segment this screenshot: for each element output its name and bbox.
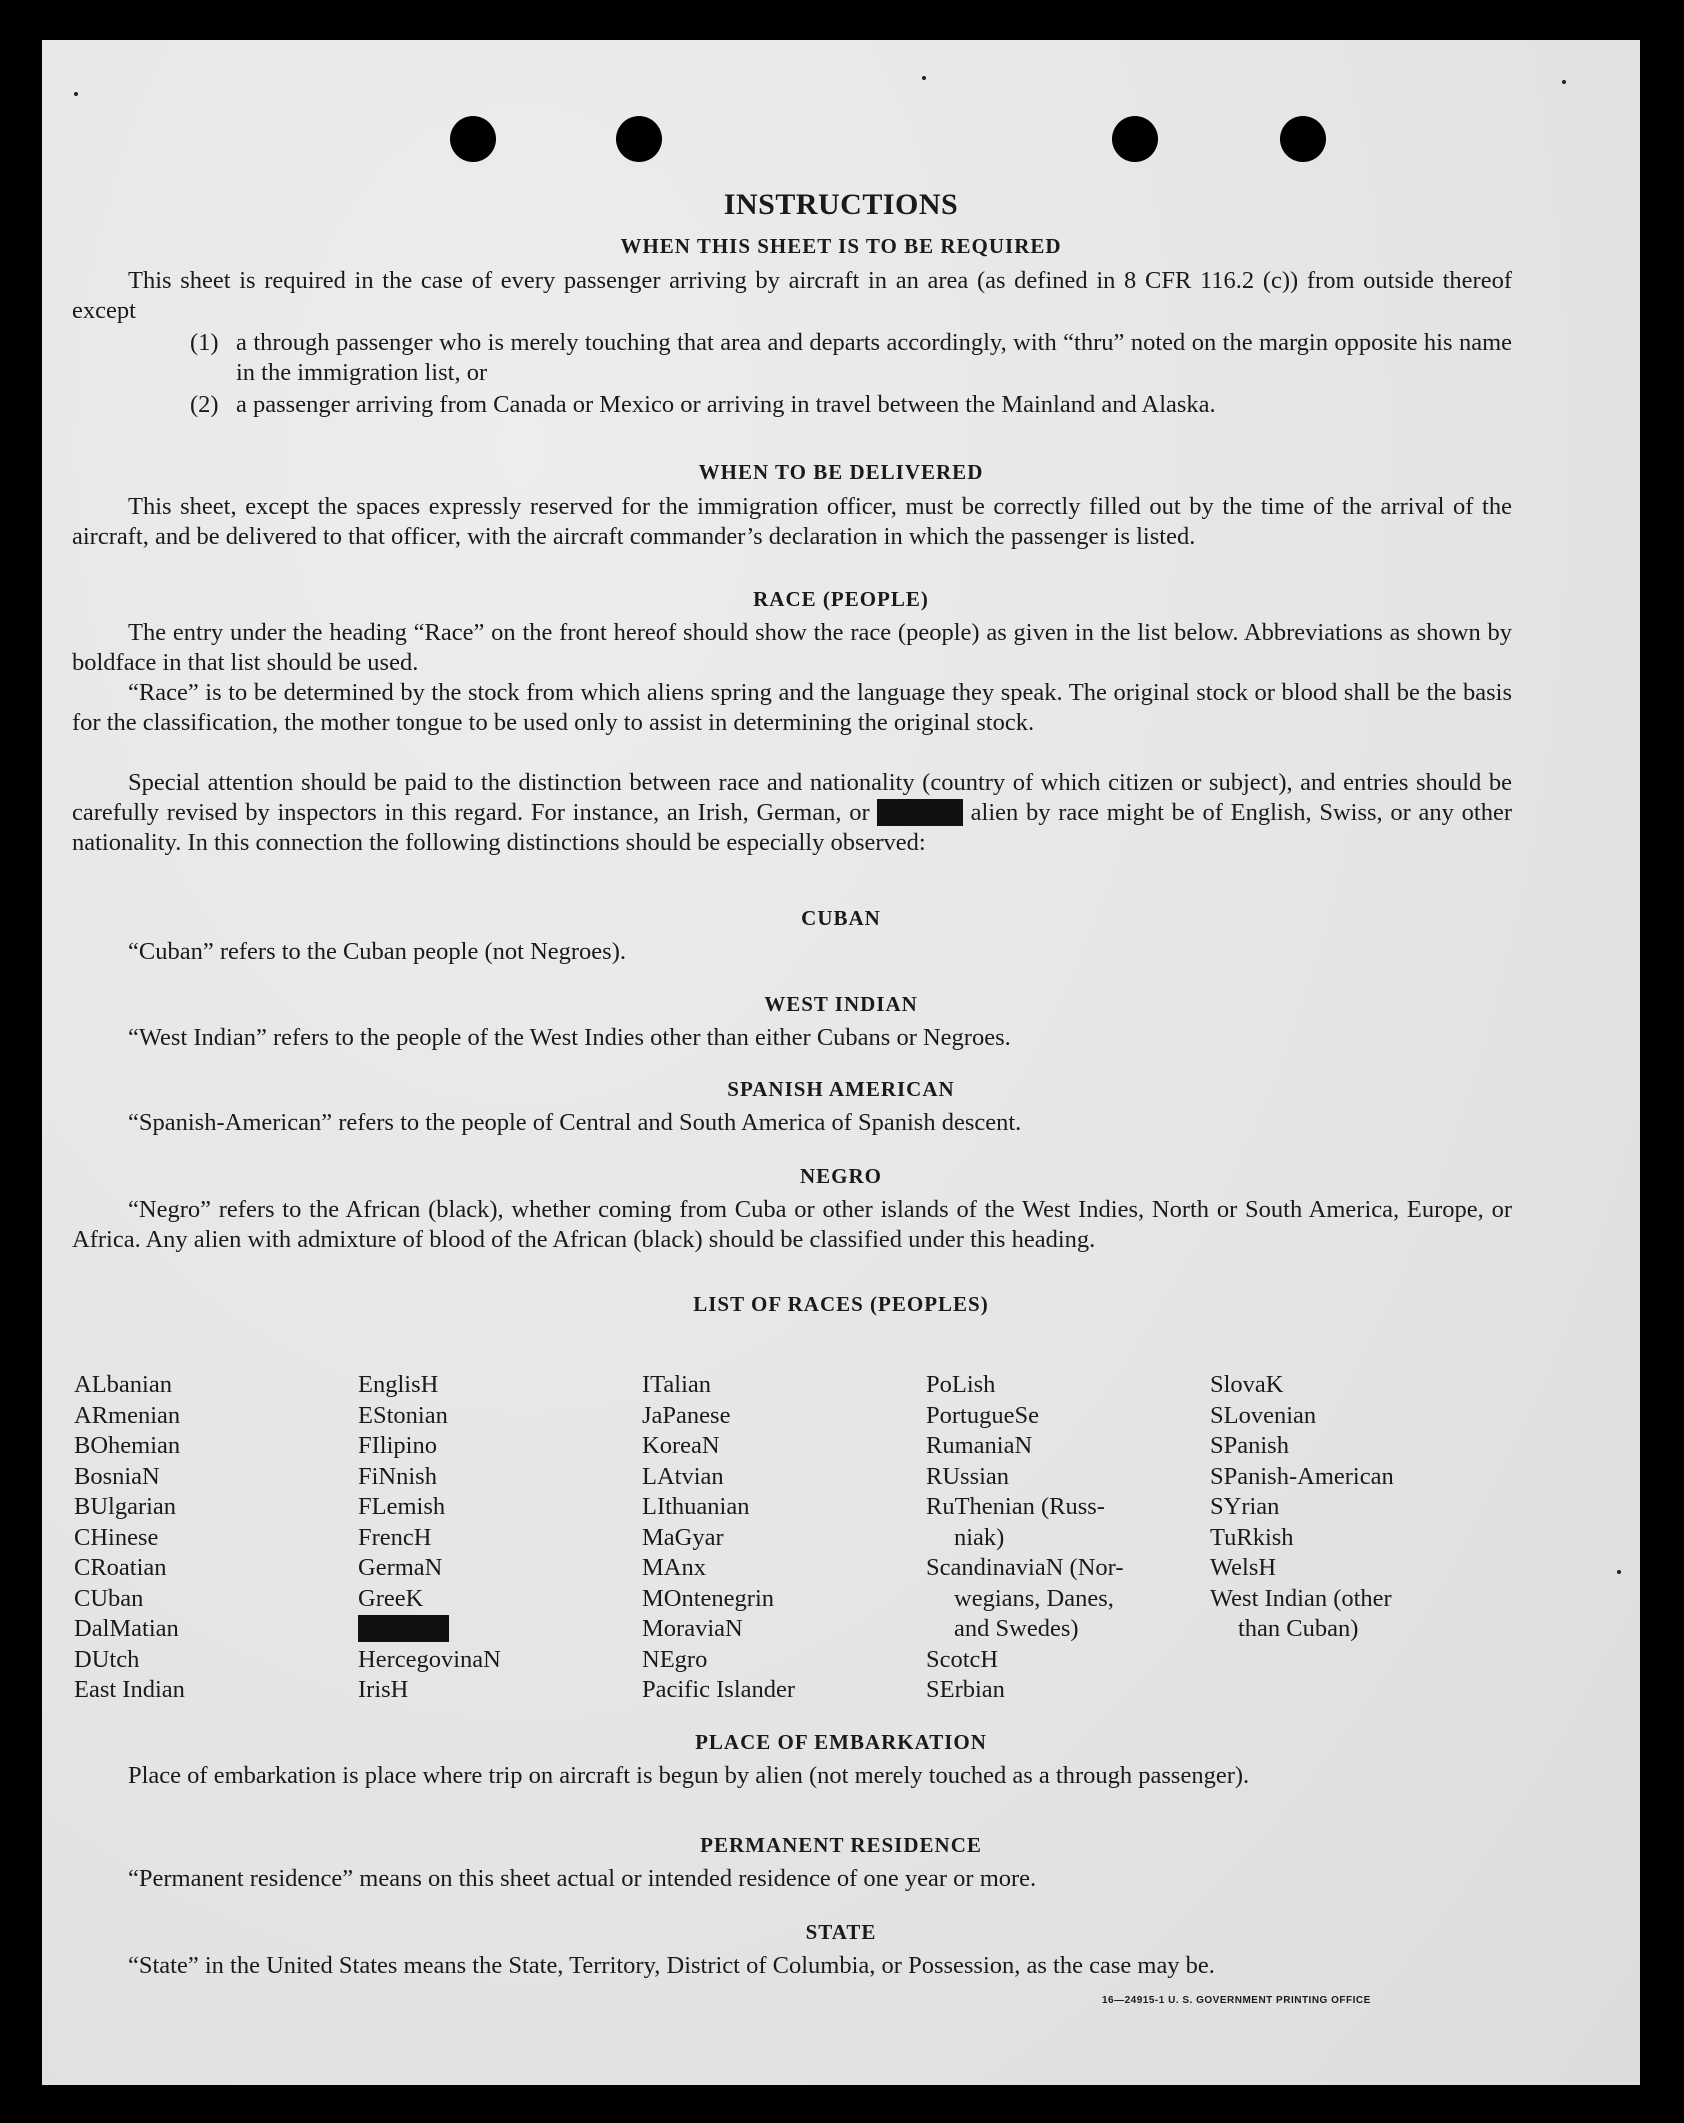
race-item: NEgro — [642, 1645, 708, 1673]
section-heading-race: RACE (PEOPLE) — [753, 587, 929, 611]
paragraph-west-indian: “West Indian” refers to the people of the West Indies other than either Cubans or Negroes. — [128, 1024, 1011, 1051]
race-item: West Indian (other — [1210, 1584, 1392, 1612]
punch-hole — [616, 116, 662, 162]
document-title: INSTRUCTIONS — [723, 188, 959, 221]
race-item: KoreaN — [642, 1432, 720, 1459]
paragraph-delivered: This sheet, except the spaces expressly reserved for the immigration officer, must be correctly filled out by the time of the arrival of the aircraft, and be delivered to that officer, with the aircraft commander’s declaration in which the passenger is listed. — [72, 493, 1512, 550]
race-item: MaGyar — [642, 1523, 724, 1551]
race-item: SPanish-American — [1210, 1462, 1394, 1490]
punch-hole — [1112, 116, 1158, 162]
paragraph-negro: “Negro” refers to the African (black), whether coming from Cuba or other islands of the West Indies, North or South America, Europe, or Africa. Any alien with admixture of blood of the African (black) should be classified under this heading. — [72, 1196, 1512, 1253]
race-item: BOhemian — [74, 1432, 181, 1459]
section-heading-spanish-american: SPANISH AMERICAN — [727, 1077, 955, 1101]
section-heading-west-indian: WEST INDIAN — [764, 992, 918, 1016]
race-item: WelsH — [1210, 1554, 1277, 1581]
race-column-3 — [642, 1370, 926, 1706]
race-item: GermaN — [358, 1554, 443, 1581]
document-page — [42, 40, 1640, 2085]
race-item: FIlipino — [358, 1432, 437, 1459]
speck — [74, 92, 78, 96]
race-item: JaPanese — [642, 1401, 731, 1429]
race-item: ScotcH — [926, 1645, 999, 1673]
section-heading-negro: NEGRO — [799, 1164, 882, 1188]
race-item: East Indian — [74, 1676, 185, 1703]
paragraph-cuban: “Cuban” refers to the Cuban people (not Negroes). — [128, 938, 626, 965]
race-item: HercegovinaN — [358, 1645, 501, 1673]
paragraph-embarkation: Place of embarkation is place where trip on aircraft is begun by alien (not merely touched as a through passenger). — [128, 1762, 1250, 1789]
section-heading-delivered: WHEN TO BE DELIVERED — [698, 460, 984, 484]
redacted-text: Hebrew — [877, 799, 963, 826]
race-item: TuRkish — [1210, 1523, 1294, 1551]
section-heading-cuban: CUBAN — [801, 906, 881, 930]
race-item: ITalian — [642, 1371, 712, 1398]
speck — [922, 76, 926, 80]
race-list — [74, 1370, 1534, 1706]
punch-hole — [1280, 116, 1326, 162]
printing-office-code: 16—24915-1 U. S. GOVERNMENT PRINTING OFFICE — [1102, 1995, 1371, 2006]
section-heading-when-required: WHEN THIS SHEET IS TO BE REQUIRED — [620, 234, 1062, 258]
race-item: MAnx — [642, 1554, 706, 1581]
speck — [1562, 80, 1566, 84]
race-item: RumaniaN — [926, 1432, 1033, 1459]
race-column-4 — [926, 1370, 1210, 1706]
race-item: DUtch — [74, 1645, 140, 1673]
race-item: EnglisH — [358, 1371, 439, 1398]
race-column-5 — [1210, 1370, 1494, 1706]
race-item-continuation: niak) — [954, 1523, 1005, 1551]
section-heading-state: STATE — [805, 1920, 877, 1944]
race-item: CUban — [74, 1584, 144, 1612]
race-item: LIthuanian — [642, 1493, 750, 1520]
exception-item-2: (2) a passenger arriving from Canada or Mexico or arriving in travel between the Mainland and Alaska. — [190, 391, 1216, 418]
race-item: RuThenian (Russ- — [926, 1493, 1105, 1520]
section-heading-embarkation: PLACE OF EMBARKATION — [695, 1730, 987, 1754]
race-item: SYrian — [1210, 1493, 1280, 1520]
race-item: ARmenian — [74, 1401, 181, 1429]
race-item: PortugueSe — [926, 1401, 1039, 1429]
race-column-2 — [358, 1370, 642, 1706]
race-item: FLemish — [358, 1493, 446, 1520]
race-item: CHinese — [74, 1523, 159, 1551]
paragraph-race-3: Special attention should be paid to the distinction between race and nationality (country of which citizen or subject), and entries should be carefully revised by inspectors in this regard. For instance, an Irish, German, or Hebrew alien by race might be of English, Swiss, or any other nationality. In this connection the following distinctions should be especially observed: — [72, 769, 1513, 856]
race-item: Pacific Islander — [642, 1676, 796, 1703]
paragraph-required: This sheet is required in the case of every passenger arriving by aircraft in an area (as defined in 8 CFR 116.2 (c)) from outside thereof except — [72, 267, 1512, 324]
race-item: ALbanian — [74, 1371, 172, 1398]
race-item: EStonian — [358, 1401, 448, 1429]
race-item: GreeK — [358, 1584, 424, 1612]
punch-hole — [450, 116, 496, 162]
race-item: MOntenegrin — [642, 1584, 774, 1612]
section-heading-list-of-races: LIST OF RACES (PEOPLES) — [693, 1292, 989, 1316]
race-item: LAtvian — [642, 1462, 724, 1490]
race-column-1 — [74, 1370, 358, 1706]
race-item: PoLish — [926, 1371, 996, 1398]
speck — [1617, 1570, 1621, 1574]
race-item: SErbian — [926, 1676, 1005, 1703]
race-item: DalMatian — [74, 1615, 179, 1642]
section-heading-permanent-residence: PERMANENT RESIDENCE — [700, 1833, 982, 1857]
exception-item-1: (1) a through passenger who is merely touching that area and departs accordingly, with “thru” noted on the margin opposite his name in the immigration list, or — [190, 329, 1512, 386]
race-item: BUlgarian — [74, 1493, 177, 1520]
paragraph-state: “State” in the United States means the State, Territory, District of Columbia, or Possession, as the case may be. — [128, 1952, 1215, 1979]
race-item: RUssian — [926, 1462, 1010, 1490]
race-item: CRoatian — [74, 1554, 167, 1581]
race-item-continuation: wegians, Danes, — [954, 1584, 1114, 1612]
paragraph-race-1: The entry under the heading “Race” on the front hereof should show the race (people) as given in the list below. Abbreviations as shown by boldface in that list should be used. — [72, 619, 1512, 676]
race-item-continuation: than Cuban) — [1238, 1615, 1359, 1642]
race-item: SPanish — [1210, 1432, 1289, 1459]
race-item-redacted: HebreW — [358, 1614, 642, 1645]
race-item: SLovenian — [1210, 1401, 1317, 1429]
paragraph-permanent-residence: “Permanent residence” means on this sheet actual or intended residence of one year or more. — [128, 1865, 1037, 1892]
race-item-continuation: and Swedes) — [954, 1615, 1079, 1642]
race-item: IrisH — [358, 1676, 409, 1703]
race-item: BosniaN — [74, 1462, 160, 1490]
race-item: FrencH — [358, 1523, 432, 1551]
paragraph-race-2: “Race” is to be determined by the stock from which aliens spring and the language they speak. The original stock or blood shall be the basis for the classification, the mother tongue to be used only to assist in determining the original stock. — [72, 679, 1512, 736]
race-item: SlovaK — [1210, 1371, 1284, 1398]
race-item: FiNnish — [358, 1462, 437, 1490]
paragraph-spanish-american: “Spanish-American” refers to the people of Central and South America of Spanish descent. — [128, 1109, 1022, 1136]
race-item: ScandinaviaN (Nor- — [926, 1554, 1124, 1581]
race-item: MoraviaN — [642, 1615, 743, 1642]
